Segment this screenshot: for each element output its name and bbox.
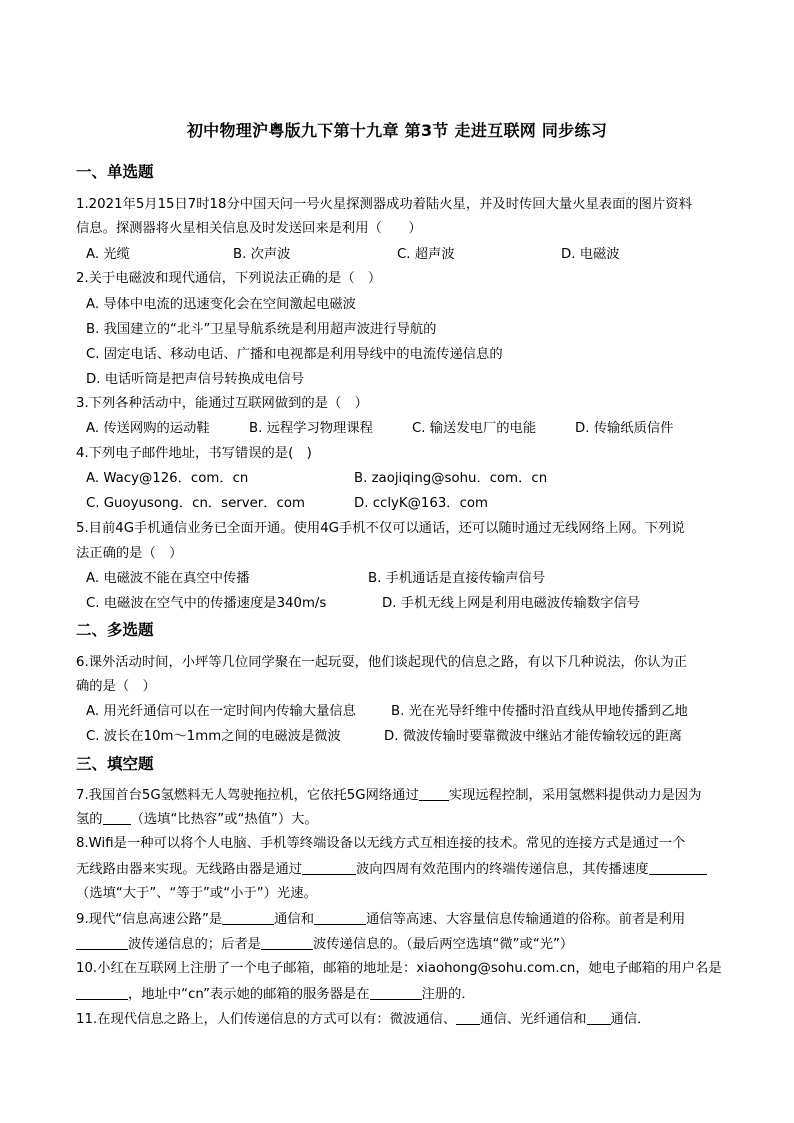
q2-option-a: A. 导体中电流的迅速变化会在空间激起电磁波	[86, 297, 356, 312]
section-heading-single-choice: 一、单选题	[76, 163, 154, 181]
q1-option-b: B. 次声波	[233, 247, 291, 262]
q3-option-c: C. 输送发电厂的电能	[412, 421, 537, 436]
q9-blank-4[interactable]	[261, 935, 313, 950]
q4-option-b: B. zaojiqing@sohu．com．cn	[354, 471, 548, 486]
q11-blank-2[interactable]	[587, 1010, 611, 1025]
q7-text-3: 氢的	[76, 812, 103, 827]
section-heading-multiple-choice: 二、多选题	[76, 621, 154, 639]
q6-option-c: C. 波长在10m～1mm之间的电磁波是微波	[86, 729, 341, 744]
q9-blank-3[interactable]	[76, 935, 128, 950]
q4-option-a: A. Wacy@126．com．cn	[86, 471, 249, 486]
q8-blank-1[interactable]	[302, 860, 356, 875]
question-8-line-2	[76, 860, 707, 879]
q10-text-2: ，地址中“cn”表示她的邮箱的服务器是在	[128, 987, 370, 1002]
q9-blank-1[interactable]	[222, 910, 274, 925]
q10-blank-1[interactable]	[76, 985, 128, 1000]
question-11-line-1	[76, 1010, 650, 1029]
question-3-stem: 3.下列各种活动中，能通过互联网做到的是（ ）	[76, 396, 368, 411]
q7-blank-2[interactable]	[103, 810, 131, 825]
q5-option-c: C. 电磁波在空气中的传播速度是340m/s	[86, 596, 327, 611]
question-9-line-2	[76, 935, 573, 954]
q7-text-1: 7.我国首台5G氢燃料无人驾驶拖拉机，它依托5G网络通过	[76, 788, 419, 803]
question-6-line-2: 确的是（ ）	[76, 679, 156, 694]
q9-blank-2[interactable]	[314, 910, 366, 925]
question-7-line-1	[76, 786, 701, 805]
question-4-stem: 4.下列电子邮件地址，书写错误的是( )	[76, 446, 312, 461]
q1-option-d: D. 电磁波	[561, 247, 620, 262]
q9-text-3: 通信等高速、大容量信息传输通道的俗称。前者是利用	[366, 912, 686, 927]
q1-option-a: A. 光缆	[86, 247, 130, 262]
q6-option-b: B. 光在光导纤维中传播时沿直线从甲地传播到乙地	[391, 704, 688, 719]
question-6-line-1: 6.课外活动时间，小坪等几位同学聚在一起玩耍，他们谈起现代的信息之路，有以下几种说法，你认为正	[76, 655, 688, 670]
q10-blank-2[interactable]	[370, 985, 422, 1000]
q3-option-a: A. 传送网购的运动鞋	[86, 421, 210, 436]
q11-text-2: 通信、光纤通信和	[480, 1012, 587, 1027]
q6-option-d: D. 微波传输时要靠微波中继站才能传输较远的距离	[384, 729, 682, 744]
q9-text-5: 波传递信息的。（最后两空选填“微”或“光”）	[312, 937, 574, 952]
q11-text-3: 通信．	[610, 1012, 651, 1027]
q2-option-c: C. 固定电话、移动电话、广播和电视都是利用导线中的电流传递信息的	[86, 347, 503, 362]
q3-option-b: B. 远程学习物理课程	[249, 421, 373, 436]
q10-text-3: 注册的．	[421, 987, 475, 1002]
q8-blank-2[interactable]	[649, 860, 707, 875]
q9-text-4: 波传递信息的；后者是	[128, 937, 261, 952]
q2-option-b: B. 我国建立的“北斗”卫星导航系统是利用超声波进行导航的	[86, 322, 437, 337]
question-5-line-1: 5.目前4G手机通信业务已全面开通。使用4G手机不仅可以通话，还可以随时通过无线网络上网。下列说	[76, 521, 685, 536]
q11-text-1: 11.在现代信息之路上，人们传递信息的方式可以有：微波通信、	[76, 1012, 457, 1027]
q8-text-2: 波向四周有效范围内的终端传递信息，其传播速度	[356, 862, 649, 877]
question-2-stem: 2.关于电磁波和现代通信，下列说法正确的是（ ）	[76, 271, 382, 286]
question-5-line-2: 法正确的是（ ）	[76, 546, 183, 561]
question-9-line-1	[76, 910, 685, 929]
q3-option-d: D. 传输纸质信件	[575, 421, 674, 436]
q1-option-c: C. 超声波	[397, 247, 455, 262]
q2-option-d: D. 电话听筒是把声信号转换成电信号	[86, 372, 305, 387]
q9-text-1: 9.现代“信息高速公路”是	[76, 912, 223, 927]
q6-option-a: A. 用光纤通信可以在一定时间内传输大量信息	[86, 704, 356, 719]
q5-option-a: A. 电磁波不能在真空中传播	[86, 571, 250, 586]
q4-option-d: D. cclyK@163．com	[354, 496, 488, 511]
q7-blank-1[interactable]	[419, 786, 449, 801]
question-10-line-2	[76, 985, 475, 1004]
question-7-line-2	[76, 810, 318, 829]
page-title: 初中物理沪粤版九下第十九章 第3节 走进互联网 同步练习	[186, 121, 608, 140]
q5-option-d: D. 手机无线上网是利用电磁波传输数字信号	[382, 596, 641, 611]
q8-text-1: 无线路由器来实现。无线路由器是通过	[76, 862, 303, 877]
section-heading-fill-blank: 三、填空题	[76, 755, 154, 773]
q9-text-2: 通信和	[274, 912, 315, 927]
q7-text-2: 实现远程控制，采用氢燃料提供动力是因为	[448, 788, 702, 803]
question-8-line-3: （选填“大于”、“等于”或“小于”）光速。	[76, 886, 317, 901]
question-1-line-1: 1.2021年5月15日7时18分中国天问一号火星探测器成功着陆火星，并及时传回大量火星表面的图片资料	[76, 197, 692, 212]
question-1-line-2: 信息。探测器将火星相关信息及时发送回来是利用（ ）	[76, 221, 422, 236]
q4-option-c: C. Guoyusong．cn．server．com	[86, 496, 305, 511]
q7-text-4: （选填“比热容”或“热值”）大。	[130, 812, 318, 827]
q5-option-b: B. 手机通话是直接传输声信号	[368, 571, 546, 586]
question-8-line-1: 8.Wifi是一种可以将个人电脑、手机等终端设备以无线方式互相连接的技术。常见的连接方式是通过一个	[76, 836, 686, 851]
q11-blank-1[interactable]	[456, 1010, 480, 1025]
question-10-line-1: 10.小红在互联网上注册了一个电子邮箱，邮箱的地址是：xiaohong@sohu.com.cn，她电子邮箱的用户名是	[76, 961, 722, 976]
